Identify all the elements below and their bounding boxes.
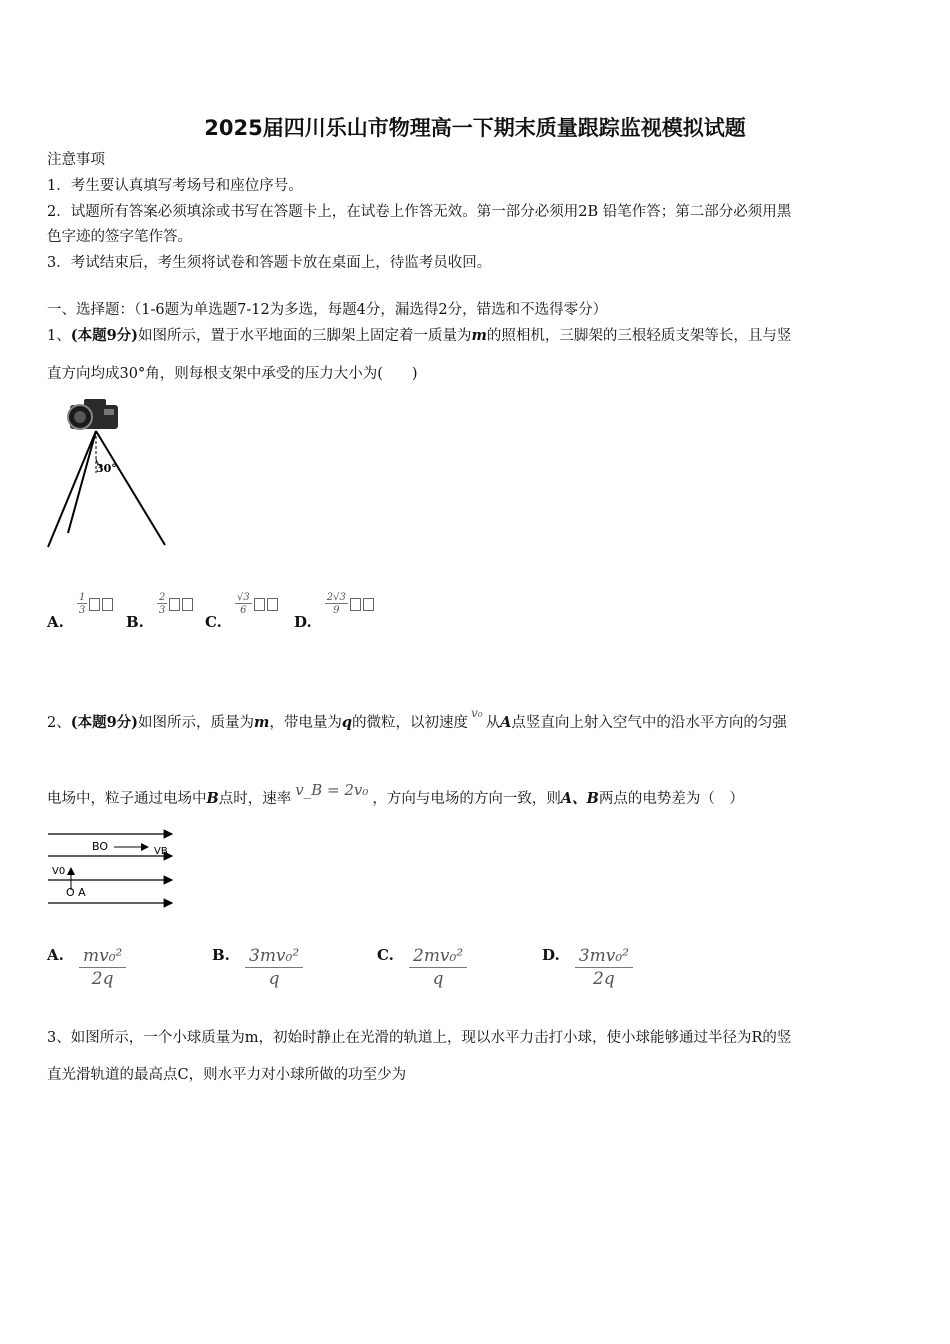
q2-option-c-label: C. <box>377 946 394 964</box>
q1-option-c-fraction: $\frac{√3}{6}$ <box>237 592 250 616</box>
notice-item-2-cont: 色字迹的签字笔作答。 <box>47 229 192 245</box>
q2-field-figure <box>44 826 180 912</box>
placeholder-box-icon <box>363 598 374 611</box>
notice-item-1: 1．考生要认真填写考场号和座位序号。 <box>47 178 303 194</box>
q1-mass-symbol: m <box>471 327 487 344</box>
q1-text-b: 的照相机，三脚架的三根轻质支架等长，且与竖 <box>486 328 792 344</box>
placeholder-box-icon <box>350 598 361 611</box>
section-heading: 一、选择题：（1-6题为单选题7-12为多选，每题4分，漏选得2分，错选和不选得零分） <box>47 302 608 318</box>
q2-text-f: 电场中，粒子通过电场中 <box>47 791 207 807</box>
notice-item-2: 2．试题所有答案必须填涂或书写在答题卡上，在试卷上作答无效。第一部分必须用2B 铅笔作答；第二部分必须用黑 <box>47 204 792 220</box>
q1-line1 <box>47 326 791 346</box>
q2-option-a-label: A. <box>47 946 64 964</box>
q2-option-a[interactable] <box>47 946 126 989</box>
notice-heading: 注意事项 <box>47 152 105 168</box>
q2-option-a-fraction: $\frac{\text{mv₀²}}{2q}$ <box>79 946 126 989</box>
q2-text-e: 点竖直向上射入空气中的沿水平方向的匀强 <box>511 715 787 731</box>
q2-mass-symbol: m <box>254 714 270 731</box>
q2-text-a: 如图所示，质量为 <box>138 715 255 731</box>
q1-option-b-fraction: $\frac{2}{3}$ <box>159 592 166 616</box>
q1-line2: 直方向均成30°角，则每根支架中承受的压力大小为( ) <box>47 366 418 382</box>
q3-line1: 3、如图所示，一个小球质量为m，初始时静止在光滑的轨道上，现以水平力击打小球，使小球能够通过半径为R的竖 <box>47 1030 792 1046</box>
q1-angle-label: 30° <box>96 462 117 475</box>
q2-points-ab: A、B <box>560 790 599 807</box>
q1-score-tag: (本题9分) <box>70 327 139 344</box>
q2-option-b-label: B. <box>212 946 230 964</box>
notice-item-3: 3．考试结束后，考生须将试卷和答题卡放在桌面上，待监考员收回。 <box>47 255 492 271</box>
q2-label-b: BO <box>92 840 109 853</box>
q1-option-b-label: B. <box>126 612 144 631</box>
q2-option-d-fraction: $\frac{\text{3mv₀²}}{2q}$ <box>575 946 633 989</box>
placeholder-box-icon <box>267 598 278 611</box>
placeholder-box-icon <box>182 598 193 611</box>
q1-option-d[interactable] <box>294 592 374 631</box>
q1-option-c-label: C. <box>205 612 222 631</box>
q2-speed-formula: v_B = 2v₀ <box>295 781 369 799</box>
q1-option-d-label: D. <box>294 612 312 631</box>
q2-option-c[interactable] <box>377 946 467 989</box>
q1-option-c[interactable] <box>205 592 278 631</box>
q2-label-vb: VB <box>154 846 168 857</box>
q3-line2: 直光滑轨道的最高点C，则水平力对小球所做的功至少为 <box>47 1067 407 1083</box>
q2-number: 2、 <box>47 715 71 731</box>
q2-line1 <box>47 706 787 733</box>
q2-text-i: 两点的电势差为（ ） <box>598 791 744 807</box>
placeholder-box-icon <box>169 598 180 611</box>
q1-option-a[interactable] <box>47 592 113 631</box>
q2-point-a: A <box>500 714 512 731</box>
q1-option-a-label: A. <box>47 612 64 631</box>
q1-tripod-figure <box>44 395 174 553</box>
q1-option-a-fraction: $\frac{1}{3}$ <box>78 592 86 616</box>
q2-line2 <box>47 781 744 809</box>
placeholder-box-icon <box>102 598 113 611</box>
q2-score-tag: (本题9分) <box>70 714 139 731</box>
q2-text-b: ，带电量为 <box>269 715 342 731</box>
q2-label-a: O A <box>66 886 86 899</box>
placeholder-box-icon <box>89 598 100 611</box>
q1-option-b[interactable] <box>126 592 193 631</box>
q1-number: 1、 <box>47 328 71 344</box>
camera-icon <box>68 399 118 429</box>
q2-option-d[interactable] <box>542 946 633 989</box>
page-title: 2025届四川乐山市物理高一下期末质量跟踪监视模拟试题 <box>204 116 746 140</box>
q2-v0-symbol: v₀ <box>471 706 483 720</box>
q2-option-d-label: D. <box>542 946 560 964</box>
q2-label-v0: V0 <box>52 866 66 877</box>
q2-option-b-fraction: $\frac{\text{3mv₀²}}{q}$ <box>245 946 303 989</box>
q2-option-c-fraction: $\frac{\text{2mv₀²}}{q}$ <box>409 946 467 989</box>
q2-text-c: 的微粒，以初速度 <box>352 715 469 731</box>
q2-point-b: B <box>206 790 219 807</box>
q1-text-a: 如图所示，置于水平地面的三脚架上固定着一质量为 <box>138 328 472 344</box>
q2-text-d: 从 <box>485 715 501 731</box>
q2-text-h: ，方向与电场的方向一致，则 <box>372 791 561 807</box>
q2-text-g: 点时，速率 <box>218 791 292 807</box>
q2-option-b[interactable] <box>212 946 303 989</box>
placeholder-box-icon <box>254 598 265 611</box>
q1-option-d-fraction: $\frac{2√3}{9}$ <box>326 592 346 616</box>
q2-charge-symbol: q <box>341 714 353 731</box>
